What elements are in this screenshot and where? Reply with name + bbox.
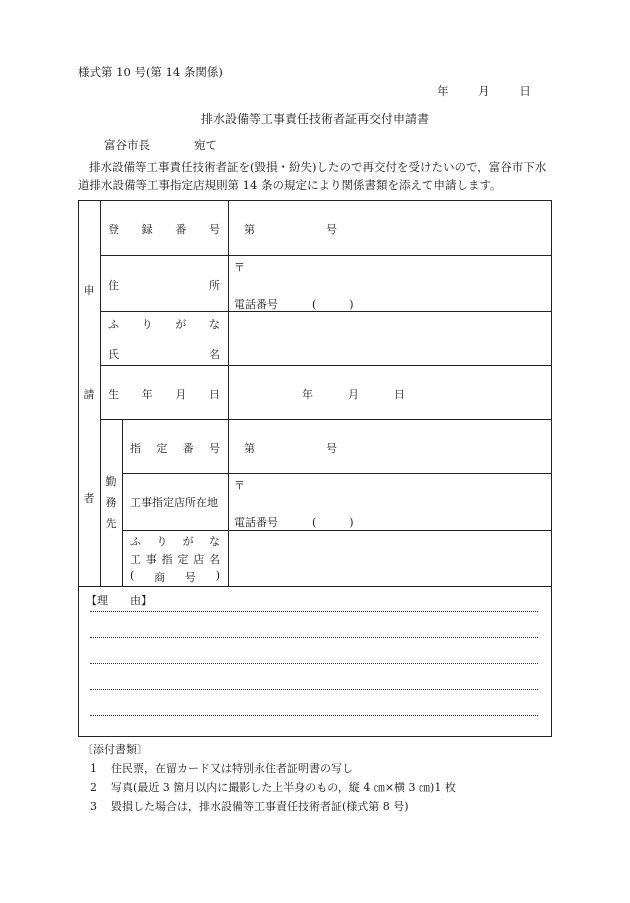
- label-char: 号: [208, 223, 220, 236]
- attachment-text: 毀損した場合は，排水設備等工事責任技術者証(様式第 8 号): [111, 800, 409, 813]
- workplace-label-2: 務: [105, 496, 117, 509]
- application-statement: 排水設備等工事責任技術者証を(毀損・紛失)したので再交付を受けたいので，富谷市下水道排水設備等工事指定店規則第 14 条の規定により関係書類を添えて申請します。: [78, 160, 547, 192]
- addressee: [104, 137, 217, 153]
- label-char: が: [175, 318, 187, 331]
- attachment-text: 写真(最近 3 箇月以内に撮影した上半身のもの，縦 4 ㎝×横 3 ㎝)1 枚: [111, 781, 456, 794]
- date-year-label: 年: [437, 84, 449, 98]
- phone-label: 電話番号: [234, 298, 278, 311]
- shop-trade-name-label: [130, 569, 220, 585]
- phone-paren: ( ): [312, 298, 354, 311]
- attachment-item-3: [90, 798, 409, 814]
- label-char: 事: [145, 553, 157, 566]
- label-char: 店: [193, 553, 205, 566]
- label-char: 号: [208, 442, 220, 455]
- label-char: ): [215, 569, 220, 582]
- shop-name-furigana-label: [130, 533, 220, 549]
- shop-address-label: 工事指定店所在地: [130, 496, 218, 509]
- applicant-label-1: 申: [83, 284, 95, 297]
- shop-phone-label: 電話番号: [234, 516, 278, 529]
- reason-line-2[interactable]: [90, 637, 538, 638]
- label-char: ふ: [108, 318, 119, 331]
- label-char: 日: [208, 388, 220, 401]
- attachment-number: 2: [90, 781, 97, 794]
- label-char: 定: [156, 442, 168, 455]
- applicant-label-3: 者: [83, 492, 95, 505]
- addressee-to: 宛て: [194, 138, 217, 152]
- registration-number-suffix: 号: [326, 223, 337, 236]
- label-char: 指: [161, 553, 173, 566]
- registration-number-label: [108, 221, 220, 237]
- birth-day-label: 日: [394, 388, 405, 401]
- designation-number-prefix: 第: [244, 442, 255, 455]
- label-char: 名: [209, 348, 220, 361]
- label-char: 登: [108, 223, 119, 236]
- reason-line-5[interactable]: [90, 715, 538, 716]
- label-char: 住: [108, 279, 119, 292]
- label-char: な: [208, 535, 220, 548]
- label-char: 月: [175, 388, 187, 401]
- table-border-bottom: [78, 736, 552, 737]
- applicant-label-2: 請: [83, 388, 95, 401]
- postal-mark: 〒: [234, 261, 245, 274]
- registration-number-prefix: 第: [244, 223, 255, 236]
- shop-name-label: [130, 551, 220, 567]
- date-day-label: 日: [519, 84, 531, 98]
- designation-number-suffix: 号: [326, 442, 337, 455]
- label-char: (: [130, 569, 135, 582]
- form-number: 様式第 10 号(第 14 条関係): [78, 65, 223, 79]
- label-char: り: [156, 535, 168, 548]
- label-char: 氏: [108, 348, 119, 361]
- reason-label: 【理 由】: [86, 594, 152, 607]
- row-divider-4: [100, 419, 552, 420]
- row-divider-1: [100, 255, 552, 256]
- reason-divider: [78, 586, 552, 587]
- designation-number-label: [130, 440, 220, 456]
- label-char: 号: [184, 571, 196, 584]
- attachment-text: 住民票，在留カード又は特別永住者証明書の写し: [111, 762, 353, 775]
- label-char: 番: [182, 442, 194, 455]
- reason-line-4[interactable]: [90, 689, 538, 690]
- attachment-item-2: [90, 779, 456, 795]
- birth-date-label: [108, 386, 220, 402]
- addressee-name: 富谷市長: [104, 138, 150, 152]
- workplace-label-1: 勤: [105, 475, 117, 488]
- label-char: 指: [130, 442, 141, 455]
- address-label: [108, 277, 220, 293]
- label-char: 工: [130, 553, 141, 566]
- label-char: な: [208, 318, 220, 331]
- label-char: 生: [108, 388, 119, 401]
- label-char: 名: [208, 553, 220, 566]
- label-char: り: [141, 318, 153, 331]
- attachments-heading: 〔添付書類〕: [82, 743, 148, 756]
- table-border-right: [551, 200, 552, 737]
- label-char: 商: [154, 571, 166, 584]
- label-char: ふ: [130, 535, 141, 548]
- name-label: [108, 346, 220, 362]
- workplace-label-3: 先: [105, 517, 117, 530]
- reason-line-3[interactable]: [90, 663, 538, 664]
- row-divider-5: [122, 473, 552, 474]
- table-border-left: [78, 200, 79, 737]
- birth-month-label: 月: [348, 388, 359, 401]
- table-border-top: [78, 200, 552, 201]
- label-char: 番: [175, 223, 187, 236]
- row-divider-3: [100, 365, 552, 366]
- attachment-number: 1: [90, 762, 97, 775]
- row-divider-6: [122, 530, 552, 531]
- shop-postal-mark: 〒: [234, 479, 245, 492]
- label-char: 定: [177, 553, 189, 566]
- reason-line-1[interactable]: [90, 611, 538, 612]
- shop-phone-paren: ( ): [312, 516, 354, 529]
- date-month-label: 月: [478, 84, 490, 98]
- applicant-column-divider: [100, 200, 101, 586]
- name-furigana-label: [108, 316, 220, 332]
- label-char: 録: [141, 223, 153, 236]
- attachment-number: 3: [90, 800, 97, 813]
- workplace-column-divider: [122, 419, 123, 586]
- label-char: 年: [141, 388, 153, 401]
- label-char: 所: [209, 279, 220, 292]
- label-char: が: [182, 535, 194, 548]
- date-line: [437, 83, 531, 99]
- document-title: 排水設備等工事責任技術者証再交付申請書: [200, 112, 429, 126]
- value-column-divider: [228, 200, 229, 586]
- attachment-item-1: [90, 760, 353, 776]
- birth-year-label: 年: [302, 388, 313, 401]
